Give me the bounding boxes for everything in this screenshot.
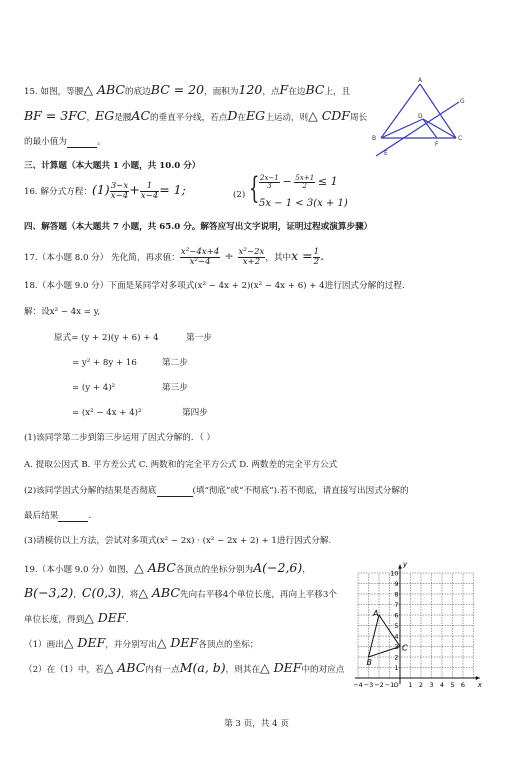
q17-frac1-den: x²−4 — [189, 257, 211, 267]
y-tick-label: 3 — [394, 643, 399, 651]
q17-line — [24, 248, 324, 267]
q19-text: （1）画出 — [24, 640, 64, 650]
q16-plus: + — [129, 182, 140, 197]
q18-sub2-text: 最后结果 — [24, 511, 59, 521]
q19-math: B(−3,2) — [24, 585, 74, 600]
y-tick-label: 4 — [394, 632, 399, 641]
y-tick-label: 10 — [390, 569, 399, 578]
q19-text: ，并分别写出 — [105, 640, 157, 650]
q15-math: BC — [305, 82, 325, 97]
q18-step4 — [72, 407, 208, 419]
q19-math: △ DEF — [156, 635, 199, 650]
fig-segment-ab — [381, 84, 420, 138]
q15-text: 是腰 — [114, 113, 132, 123]
x-tick-label: 3 — [429, 681, 434, 689]
q15-math: F — [279, 82, 289, 97]
q15-math: △ ABC — [83, 82, 125, 97]
y-axis-arrow — [398, 565, 402, 569]
q19-text: 单位长度，得到 — [24, 615, 85, 625]
q19-text: 中的对应点 — [301, 665, 345, 675]
x-axis-label: x — [477, 681, 482, 689]
q15-text: 周长 — [349, 113, 368, 123]
q17-frac3-den: 2 — [313, 257, 320, 267]
q18-options: A. 提取公因式 B. 平方差公式 C. 两数和的完全平方公式 D. 两数差的完全平方公式 — [24, 460, 338, 470]
q18-step3 — [72, 382, 188, 394]
q15-text: 在边 — [288, 87, 306, 97]
fig-segment-dc — [423, 119, 456, 138]
q15-math: △ CDF — [308, 108, 350, 123]
fig-label-e: E — [384, 150, 388, 157]
q15-math: BC = 20 — [150, 82, 205, 97]
q19-math: △ ABC — [103, 660, 146, 675]
y-tick-label: 7 — [394, 601, 399, 609]
q18-intro: 18.（本小题 9.0 分）下面是某同学对多项式(x² − 4x + 2)(x² − 4x + 6) + 4进行因式分解的过程. — [24, 281, 405, 291]
q19-math: A(−2,6) — [253, 560, 303, 575]
q18-sub3: (3)请模仿以上方法，尝试对多项式(x² − 2x) · (x² − 2x + 2) + 1进行因式分解. — [24, 536, 332, 546]
q16-frac1-num: 3−x — [110, 181, 129, 191]
q18-sub2-text: (填“彻底”或“不彻底”).若不彻底，请直接写出因式分解的 — [192, 486, 409, 496]
fig-segment-df — [423, 119, 437, 138]
q15-text: 的垂直平分线，若点 — [150, 113, 228, 123]
q17-frac2-den: x+2 — [242, 257, 261, 267]
section-4-heading: 四、解答题（本大题共 7 小题，共 65.0 分。解答应写出文字说明，证明过程或演算步骤） — [24, 222, 373, 232]
q19-text: 各顶点的坐标； — [198, 640, 259, 650]
q18-step1-expr: 原式= (y + 2)(y + 6) + 4 — [54, 333, 159, 343]
q15-math: AC — [131, 108, 151, 123]
q17-frac3-num: 1 — [313, 247, 320, 257]
y-tick-label: 5 — [394, 622, 399, 630]
x-tick-label: 5 — [450, 681, 455, 689]
q15-text: 15. 如图，等腰 — [24, 87, 84, 97]
q19-math: △ ABC — [138, 585, 180, 600]
q15-text: ，点 — [262, 87, 280, 97]
q16-fraction-1 — [110, 182, 130, 201]
q15-line2 — [24, 110, 367, 124]
q17-frac1-num: x²−4x+4 — [180, 247, 220, 257]
x-tick-label: 2 — [418, 681, 424, 689]
q19-math: △ DEF — [260, 660, 302, 675]
fig-segment-ac — [420, 84, 456, 138]
answer-blank[interactable] — [157, 486, 193, 497]
q18-step1 — [54, 332, 212, 344]
y-tick-label: 8 — [394, 590, 399, 599]
q18-step2 — [72, 357, 188, 369]
q15-line3 — [24, 136, 106, 148]
x-tick-label: 1 — [408, 681, 413, 689]
q18-step4-tag: 第四步 — [182, 408, 208, 418]
q16-frac1-den: x−4 — [110, 191, 129, 201]
q16-ineq1-minus: − — [282, 175, 292, 188]
point-label-a: A — [373, 609, 379, 618]
fig-label-d: D — [418, 113, 423, 120]
answer-blank[interactable] — [67, 137, 97, 148]
q15-line1 — [24, 84, 350, 98]
fig-label-f: F — [435, 141, 439, 148]
q15-math: EG — [246, 108, 266, 123]
q17-text: ，其中 — [265, 253, 292, 263]
coordinate-grid — [350, 548, 490, 692]
point-label-c: C — [402, 643, 408, 653]
fig-label-g: G — [460, 98, 465, 105]
q17-fraction-2 — [238, 248, 266, 267]
q19-line5 — [24, 662, 344, 676]
q19-text: . — [125, 615, 129, 625]
q17-math: . — [320, 248, 325, 263]
q19-text: 内有一点 — [145, 665, 180, 675]
y-tick-label: 1 — [394, 664, 399, 672]
q18-step2-tag: 第二步 — [162, 358, 188, 368]
q16-label: 16. 解分式方程： — [24, 187, 92, 197]
q18-sub1: (1)该同学第二步到第三步运用了因式分解的．（ ） — [24, 433, 216, 443]
q19-math: △ ABC — [134, 560, 176, 575]
q16-line — [24, 182, 186, 201]
q18-step3-expr: = (y + 4)² — [72, 383, 116, 393]
q18-sub2-text: . — [88, 511, 92, 521]
q16-ineq1-frac2-num: 5x+1 — [295, 174, 315, 182]
q16-frac2-num: 1 — [140, 182, 160, 192]
q15-text: 。 — [96, 137, 106, 147]
x-tick-label: 6 — [460, 681, 466, 689]
q19-math: △ DEF — [84, 610, 126, 625]
x-axis-arrow — [476, 676, 480, 680]
q18-step1-tag: 第一步 — [186, 333, 212, 343]
x-tick-label: O — [393, 681, 399, 689]
q16-ineq1-frac1-den: 3 — [267, 182, 272, 190]
q19-text: ，将 — [121, 590, 139, 600]
fig-line-eg — [376, 102, 459, 156]
q15-figure — [366, 76, 488, 160]
q18-step2-expr: = y² + 8y + 16 — [72, 358, 137, 368]
q15-text: 上，且 — [324, 87, 351, 97]
q15-math: EG — [95, 108, 115, 123]
q19-text: ， — [73, 590, 82, 600]
fig-label-c: C — [458, 135, 463, 142]
q19-line4 — [24, 637, 258, 651]
q16-ineq-2: 5x − 1 < 3(x + 1) — [259, 198, 348, 209]
x-tick-label: −3 — [363, 681, 374, 689]
q15-math: D — [227, 108, 238, 123]
q15-text: 在 — [237, 113, 247, 123]
answer-blank[interactable] — [58, 511, 88, 522]
section-3-heading: 三、计算题（本大题共 1 小题，共 10.0 分） — [24, 161, 201, 171]
q17-math: x = — [291, 248, 313, 263]
fig-label-b: B — [372, 135, 377, 142]
q17-text: 17.（本小题 8.0 分） 先化简，再求值： — [24, 253, 180, 263]
x-tick-label: −1 — [384, 681, 395, 689]
q16-ineq1-rel: ≤ 1 — [317, 175, 338, 188]
q15-math: BF = 3FC — [24, 108, 87, 123]
q18-let: 解：设x² − 4x = y, — [24, 307, 101, 317]
q16-part1-label: (1) — [91, 182, 110, 197]
x-tick-label: 4 — [439, 681, 445, 689]
q18-sub2-text: (2)该同学因式分解的结果是否彻底 — [24, 486, 157, 496]
x-tick-label: −2 — [374, 681, 384, 689]
q19-text: （2）在（1）中，若 — [24, 665, 104, 675]
q19-text: 各顶点的坐标分别为 — [175, 565, 254, 575]
q15-text: 上运动，则 — [265, 113, 309, 123]
q19-text: ，则其在 — [225, 665, 261, 675]
q19-line3 — [24, 612, 128, 626]
x-tick-label: −4 — [353, 681, 363, 689]
q16-ineq1-frac1-num: 2x−1 — [260, 174, 279, 182]
q16-ineq1-frac1 — [259, 175, 280, 190]
q19-math: △ DEF — [63, 635, 106, 650]
y-tick-label: 2 — [394, 653, 399, 662]
q18-sub2 — [24, 485, 409, 497]
q16-frac2-den: x−4 — [140, 191, 159, 201]
q19-text: 先向右平移4个单位长度，再向上平移3个 — [179, 590, 337, 600]
fig-label-a: A — [418, 77, 423, 84]
system-brace: { — [249, 171, 260, 206]
point-label-b: B — [366, 658, 372, 667]
q17-fraction-1 — [180, 248, 220, 267]
q19-math: C(0,3) — [81, 585, 122, 600]
q16-fraction-2 — [140, 182, 160, 201]
q19-text: 19.（本小题 9.0 分）如图， — [24, 565, 135, 575]
q18-step3-tag: 第三步 — [162, 383, 188, 393]
page-footer: 第 3 页，共 4 页 — [224, 719, 289, 729]
q19-line2 — [24, 587, 337, 601]
q16-ineq1-frac2 — [294, 175, 315, 190]
q16-system-body — [249, 171, 389, 216]
q17-divide: ÷ — [224, 250, 234, 263]
q17-fraction-3 — [313, 248, 320, 267]
q18-sub2-cont — [24, 510, 91, 522]
q15-text: 的最小值为 — [24, 137, 67, 147]
y-axis-label: y — [403, 560, 408, 569]
q15-text: ， — [86, 113, 96, 123]
q15-math: 120 — [238, 82, 263, 97]
q16-part2-label: (2) — [233, 190, 246, 200]
y-tick-label: 6 — [394, 611, 399, 620]
q15-text: ，面积为 — [204, 87, 239, 97]
q16-ineq1-frac2-den: 2 — [302, 182, 308, 190]
q19-math: M(a, b) — [179, 660, 226, 675]
q16-equals: = 1; — [159, 182, 186, 197]
q19-text: ， — [302, 565, 311, 575]
q17-frac2-num: x²−2x — [238, 247, 265, 257]
q15-text: 的底边 — [124, 87, 151, 97]
q16-ineq-1 — [259, 175, 338, 190]
q18-step4-expr: = (x² − 4x + 4)² — [72, 408, 142, 418]
y-tick-label: 9 — [394, 580, 399, 588]
q19-line1 — [24, 562, 311, 576]
